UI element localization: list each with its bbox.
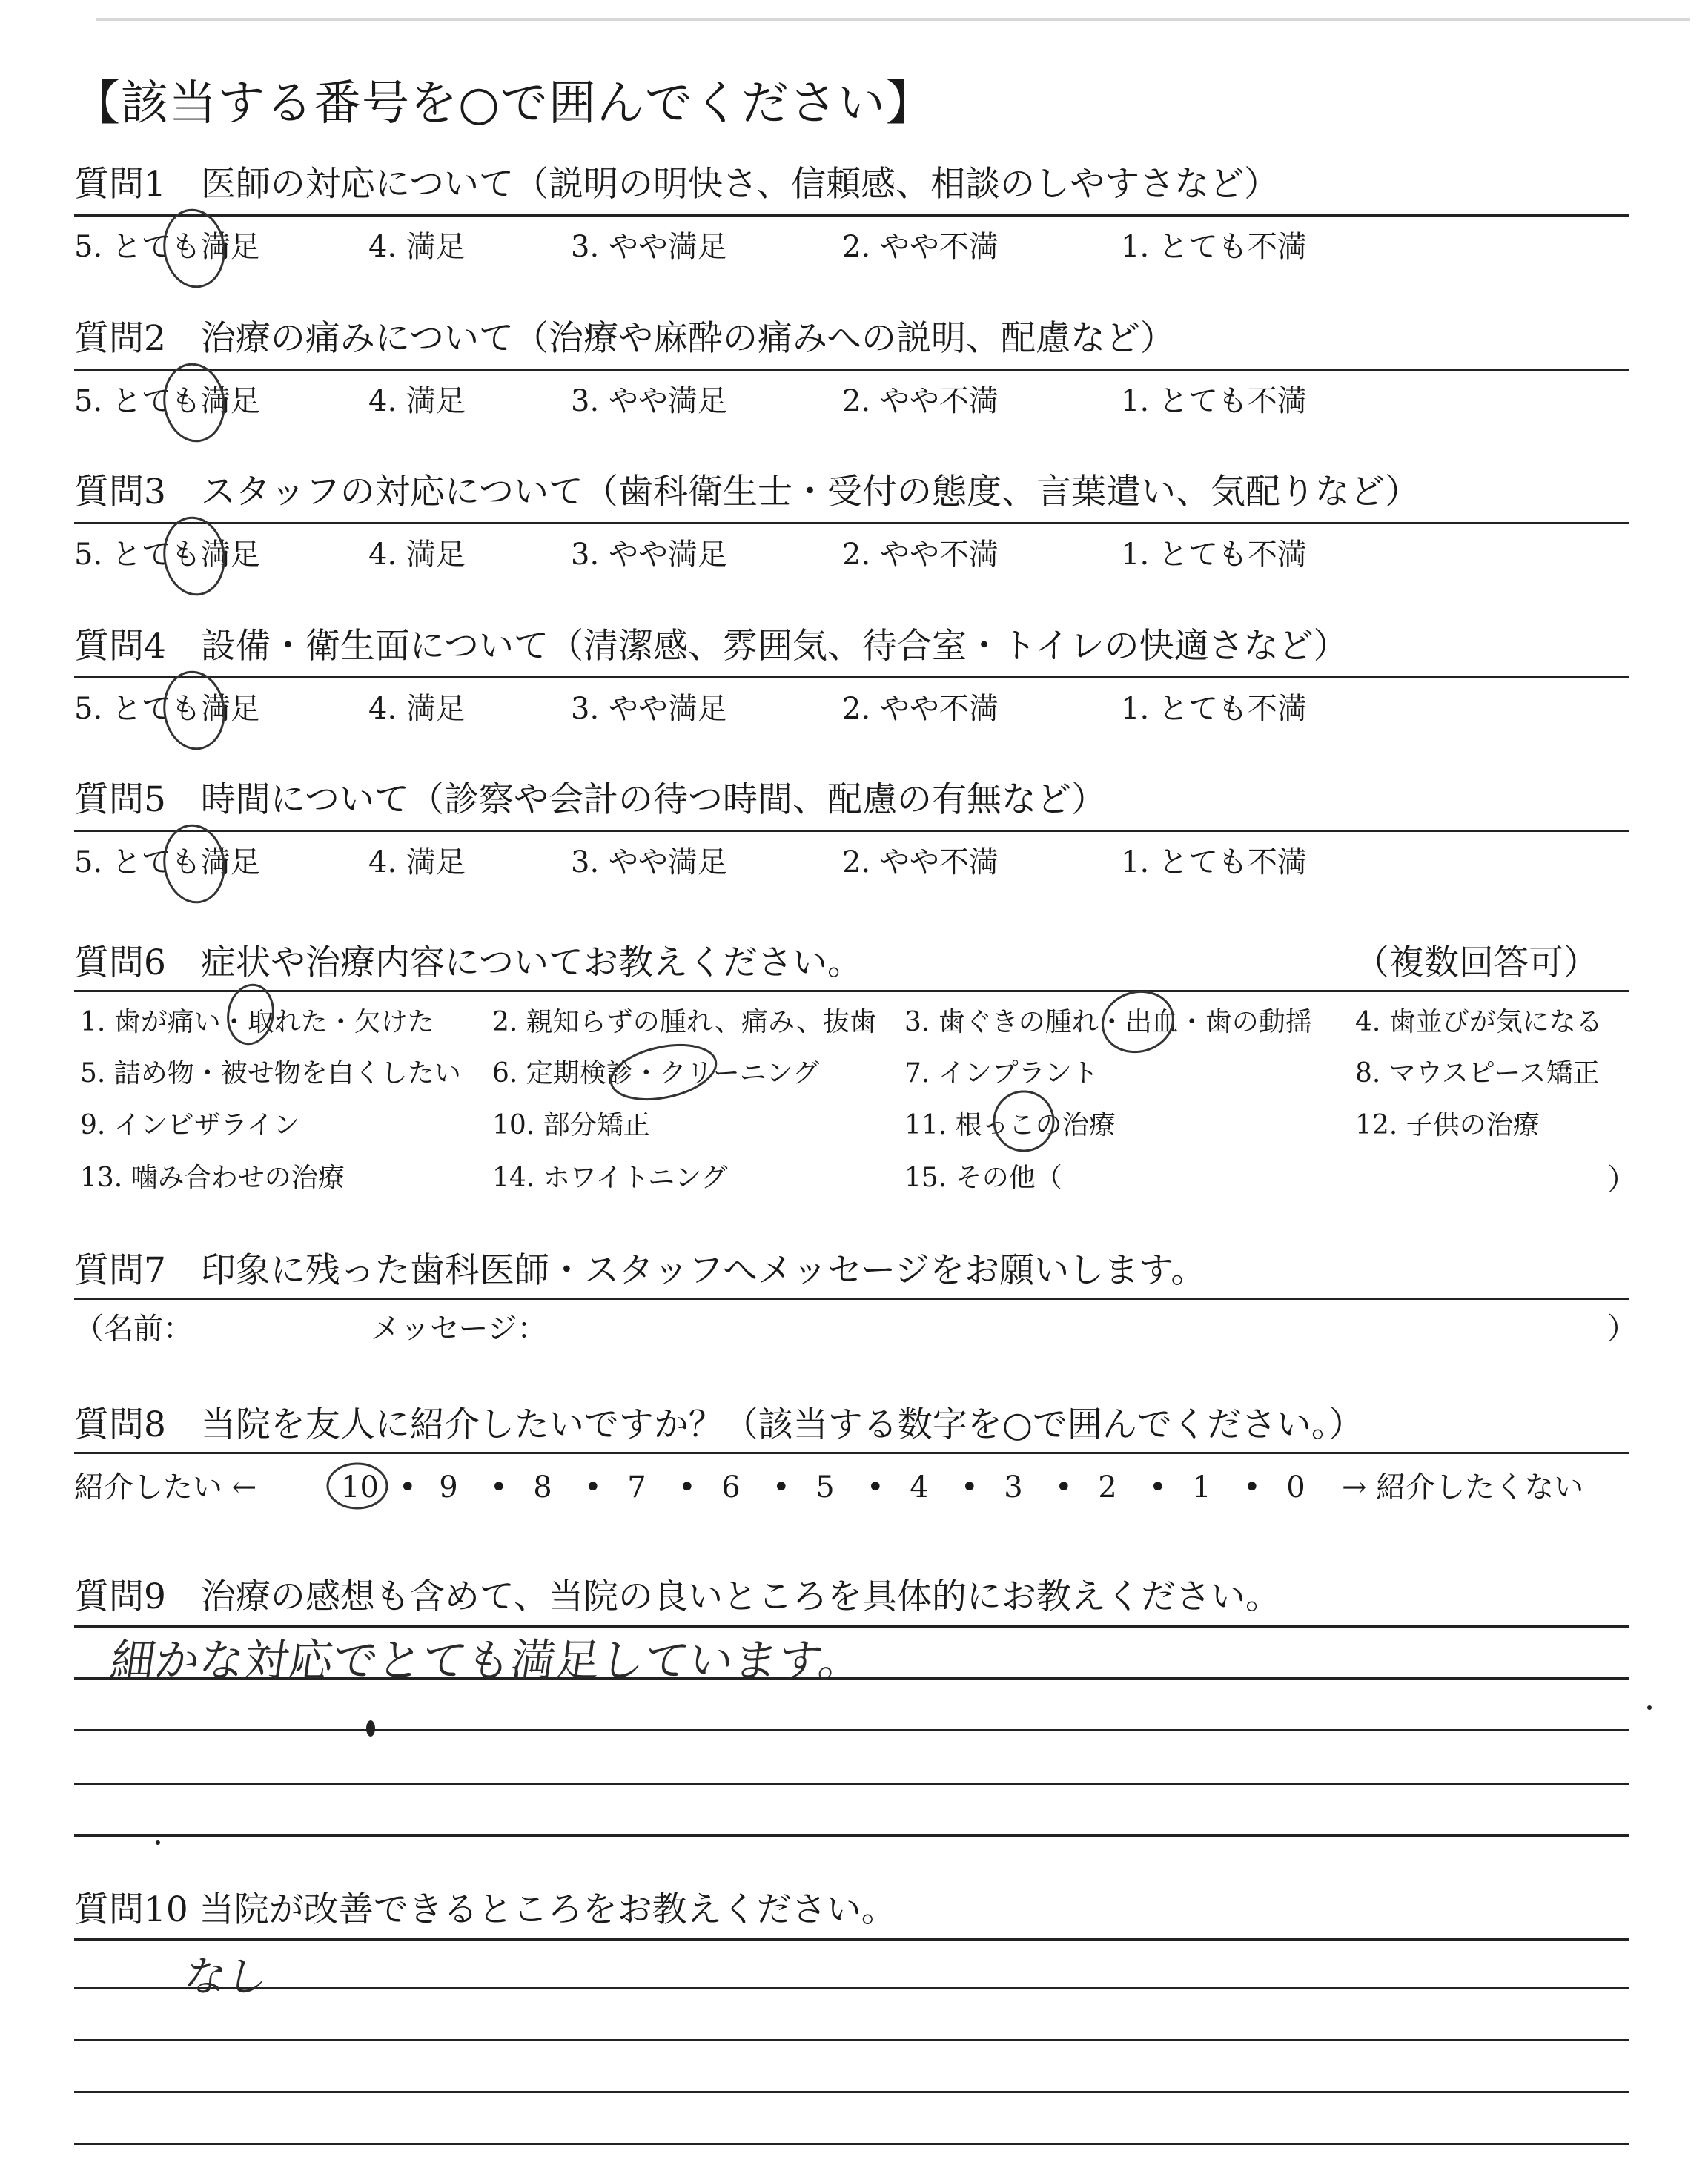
q6-option-10[interactable]: 10. 部分矯正 [492, 1110, 650, 1140]
q8-separator: • [867, 1470, 884, 1505]
q4-option-1[interactable]: 1. とても不満 [1121, 692, 1307, 726]
q1-option-4[interactable]: 4. 満足 [368, 230, 466, 264]
q1-option-2[interactable]: 2. やや不満 [842, 230, 999, 264]
q5-option-2[interactable]: 2. やや不満 [842, 845, 999, 879]
q6-option-7[interactable]: 7. インプラント [904, 1058, 1099, 1089]
q8-scale-5[interactable]: 5 [815, 1470, 835, 1505]
q2-option-1[interactable]: 1. とても不満 [1121, 384, 1307, 418]
q7-close-paren: ） [1607, 1312, 1637, 1346]
q6-option-6[interactable]: 6. 定期検診・クリーニング [492, 1058, 820, 1089]
ink-dot [156, 1840, 160, 1845]
q10-rule-1 [74, 1938, 1629, 1941]
q6-option-15[interactable]: 15. その他（ [904, 1163, 1062, 1193]
q1-option-5[interactable]: 5. とても満足 [74, 230, 260, 264]
q6-rule [74, 990, 1629, 992]
q8-scale-10[interactable]: 10 [341, 1470, 379, 1505]
q6-option-1[interactable]: 1. 歯が痛い・取れた・欠けた [80, 1007, 434, 1037]
q3-option-1[interactable]: 1. とても不満 [1121, 538, 1307, 572]
q10-rule-5 [74, 2143, 1629, 2145]
q6-answer-circle-6 [603, 1040, 724, 1105]
q9-rule-4 [74, 1783, 1629, 1785]
q3-option-3[interactable]: 3. やや満足 [571, 538, 727, 572]
q7-label: 質問7 印象に残った歯科医師・スタッフへメッセージをお願いします。 [74, 1250, 1206, 1291]
q8-separator: • [490, 1470, 508, 1505]
q8-right-label: → 紹介したくない [1342, 1470, 1584, 1505]
q6-option-11[interactable]: 11. 根っこの治療 [904, 1110, 1116, 1140]
q8-scale-7[interactable]: 7 [627, 1470, 646, 1505]
q1-rule [74, 214, 1629, 217]
q4-option-2[interactable]: 2. やや不満 [842, 692, 999, 726]
q8-separator: • [1243, 1470, 1261, 1505]
q8-scale-4[interactable]: 4 [910, 1470, 929, 1505]
q10-handwritten-answer[interactable]: なし [180, 1953, 272, 2001]
q5-rule [74, 830, 1629, 832]
q5-label: 質問5 時間について（診察や会計の待つ時間、配慮の有無など） [74, 779, 1106, 820]
q6-answer-circle-1 [221, 977, 280, 1051]
q7-name-label[interactable]: （名前： [74, 1312, 193, 1346]
q3-option-2[interactable]: 2. やや不満 [842, 538, 999, 572]
q6-option-14[interactable]: 14. ホワイトニング [492, 1163, 728, 1193]
q2-answer-circle [157, 357, 231, 449]
q8-scale-3[interactable]: 3 [1004, 1470, 1023, 1505]
q6-label: 質問6 症状や治療内容についてお教えください。 [74, 942, 862, 983]
q4-option-5[interactable]: 5. とても満足 [74, 692, 260, 726]
q6-answer-circle-3 [1095, 985, 1181, 1059]
q8-separator: • [1055, 1470, 1073, 1505]
q6-option-12[interactable]: 12. 子供の治療 [1355, 1110, 1540, 1140]
q8-separator: • [584, 1470, 602, 1505]
q10-label: 質問10 当院が改善できるところをお教えください。 [74, 1889, 896, 1930]
q8-scale-9[interactable]: 9 [439, 1470, 458, 1505]
q6-other-close-paren: ） [1607, 1163, 1637, 1197]
q10-rule-4 [74, 2091, 1629, 2093]
q6-option-13[interactable]: 13. 噛み合わせの治療 [80, 1163, 345, 1193]
q8-separator: • [961, 1470, 979, 1505]
q6-option-8[interactable]: 8. マウスピース矯正 [1355, 1058, 1600, 1089]
q6-multiple-answer-note: （複数回答可） [1354, 942, 1598, 983]
q3-label: 質問3 スタッフの対応について（歯科衛生士・受付の態度、言葉遣い、気配りなど） [74, 472, 1420, 512]
q2-rule [74, 369, 1629, 371]
q4-rule [74, 676, 1629, 678]
ink-dot [1647, 1705, 1652, 1710]
q2-option-5[interactable]: 5. とても満足 [74, 384, 260, 418]
q2-option-2[interactable]: 2. やや不満 [842, 384, 999, 418]
q7-rule [74, 1298, 1629, 1300]
q8-answer-circle [320, 1456, 394, 1516]
q8-label: 質問8 当院を友人に紹介したいですか？（該当する数字を○で囲んでください。） [74, 1404, 1364, 1445]
q2-option-3[interactable]: 3. やや満足 [571, 384, 727, 418]
q4-label: 質問4 設備・衛生面について（清潔感、雰囲気、待合室・トイレの快適さなど） [74, 626, 1348, 667]
q6-option-2[interactable]: 2. 親知らずの腫れ、痛み、抜歯 [492, 1007, 877, 1037]
q6-option-5[interactable]: 5. 詰め物・被せ物を白くしたい [80, 1058, 461, 1089]
q6-option-3[interactable]: 3. 歯ぐきの腫れ・出血・歯の動揺 [904, 1007, 1312, 1037]
q5-option-5[interactable]: 5. とても満足 [74, 845, 260, 879]
q8-scale-8[interactable]: 8 [533, 1470, 552, 1505]
q3-rule [74, 522, 1629, 524]
q4-answer-circle [157, 664, 231, 756]
q4-option-3[interactable]: 3. やや満足 [571, 692, 727, 726]
q8-left-label: 紹介したい ← [74, 1470, 257, 1505]
q2-option-4[interactable]: 4. 満足 [368, 384, 466, 418]
q8-scale-1[interactable]: 1 [1192, 1470, 1211, 1505]
q8-separator: • [678, 1470, 696, 1505]
q1-option-1[interactable]: 1. とても不満 [1121, 230, 1307, 264]
q1-answer-circle [157, 202, 231, 294]
q4-option-4[interactable]: 4. 満足 [368, 692, 466, 726]
q10-rule-3 [74, 2039, 1629, 2041]
q8-separator: • [1149, 1470, 1167, 1505]
ink-mark [366, 1720, 375, 1737]
q6-answer-circle-11 [987, 1084, 1061, 1158]
q2-label: 質問2 治療の痛みについて（治療や麻酔の痛みへの説明、配慮など） [74, 318, 1176, 359]
page-title: 【該当する番号を○で囲んでください】 [73, 76, 934, 131]
q8-rule [74, 1452, 1629, 1454]
q8-scale-6[interactable]: 6 [721, 1470, 741, 1505]
q8-scale-0[interactable]: 0 [1286, 1470, 1305, 1505]
q9-rule-5 [74, 1834, 1629, 1837]
q6-option-9[interactable]: 9. インビザライン [80, 1110, 300, 1140]
q8-separator: • [399, 1470, 417, 1505]
scan-edge [96, 18, 1690, 21]
q3-option-4[interactable]: 4. 満足 [368, 538, 466, 572]
q7-message-label[interactable]: メッセージ： [371, 1312, 547, 1346]
q6-option-4[interactable]: 4. 歯並びが気になる [1355, 1007, 1603, 1037]
q3-option-5[interactable]: 5. とても満足 [74, 538, 260, 572]
q10-rule-2 [74, 1987, 1629, 1989]
q1-label: 質問1 医師の対応について（説明の明快さ、信頼感、相談のしやすさなど） [74, 164, 1280, 205]
q9-rule-3 [74, 1729, 1629, 1731]
q8-scale-2[interactable]: 2 [1098, 1470, 1117, 1505]
q8-separator: • [772, 1470, 790, 1505]
q5-option-1[interactable]: 1. とても不満 [1121, 845, 1307, 879]
q9-label: 質問9 治療の感想も含めて、当院の良いところを具体的にお教えください。 [74, 1576, 1280, 1617]
q5-answer-circle [157, 818, 231, 910]
q3-answer-circle [157, 510, 231, 602]
q5-option-4[interactable]: 4. 満足 [368, 845, 466, 879]
q1-option-3[interactable]: 3. やや満足 [571, 230, 727, 264]
q5-option-3[interactable]: 3. やや満足 [571, 845, 727, 879]
q9-handwritten-answer[interactable]: 細かな対応でとても満足しています。 [107, 1635, 867, 1687]
